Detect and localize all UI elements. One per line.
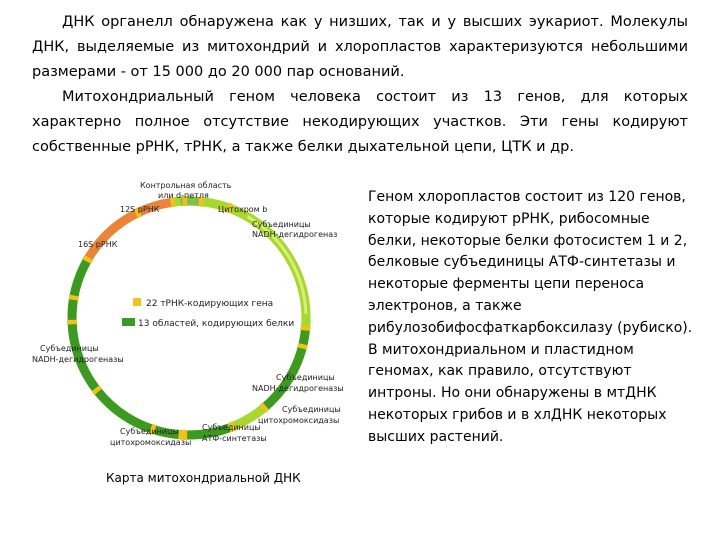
trna-marker-10	[95, 388, 98, 392]
trna-marker-4	[302, 344, 303, 348]
segment-cox-left	[97, 390, 153, 429]
legend-trna-label: 22 тРНК-кодирующих гена	[146, 299, 274, 309]
side-text	[368, 187, 700, 449]
label-nadh-top: Субъединицы	[252, 220, 311, 229]
trna-marker-13	[87, 258, 89, 262]
label-nadh-left: Субъединицы	[40, 344, 99, 353]
label-nadh-right: Субъединицы	[276, 373, 335, 382]
trna-marker-12	[73, 295, 74, 299]
legend-protein-swatch	[122, 318, 135, 326]
trna-marker-15	[170, 202, 174, 203]
side-paragraph-2: В митохондриальном и пластидном геномах, как правило, отсутствуют интроны. Но они обнаружены в мтДНК некоторых грибов и в хлДНК некоторых высших растений.	[368, 341, 667, 445]
label-cytochrome-b: Цитохром b	[218, 205, 268, 214]
segment-nadh-right-1	[264, 328, 305, 407]
diagram-caption: Карта митохондриальной ДНК	[106, 471, 301, 485]
legend-trna-swatch	[133, 298, 141, 306]
label-control-region: Контрольная область	[140, 181, 232, 190]
label-nadh-top-2: NADH-дегидрогеназ	[252, 230, 338, 239]
label-atp-2: АТФ-синтетазы	[202, 434, 267, 443]
segment-16s-rrna	[88, 213, 138, 260]
label-cox-left: Субъединицы	[120, 427, 179, 436]
label-12s-rrna: 12S рРНК	[120, 205, 160, 214]
legend-protein-label: 13 областей, кодирующих белки	[138, 319, 295, 329]
label-cox-right-2: цитохромоксидазы	[258, 416, 340, 425]
label-atp: Субъединицы	[202, 423, 261, 432]
label-cox-left-2: цитохромоксидазы	[110, 438, 192, 447]
label-16s-rrna: 16S рРНК	[78, 240, 118, 249]
segment-nadh-left-2	[72, 260, 88, 323]
label-nadh-left-2: NADH-дегидрогеназы	[32, 355, 124, 364]
label-control-region-2: или d-петля	[158, 191, 209, 200]
trna-marker-5	[262, 406, 265, 409]
intro-paragraph-2: Митохондриальный геном человека состоит из 13 генов, для которых характерно полное отсутствие некодирующих участков. Эти гены кодируют собственные рРНК, тРНК, а также белки дыхательной цепи, ЦТК и др.	[32, 89, 688, 155]
label-cox-right: Субъединицы	[282, 405, 341, 414]
intro-paragraph-1: ДНК органелл обнаружена как у низших, так и у высших эукариот. Молекулы ДНК, выделяемые из митохондрий и хлоропластов характеризуются небольшими размерами - от 15 000 до 20 000 пар оснований.	[32, 14, 688, 80]
side-paragraph-1: Геном хлоропластов состоит из 120 генов, которые кодируют рРНК, рибосомные белки, некоторые белки фотосистем 1 и 2, белковые субъединицы АТФ-синтетазы и некоторые ферменты цепи переноса электронов, а также рибулозобифосфаткарбоксилазу (рубиско).	[368, 189, 693, 336]
label-nadh-right-2: NADH-дегидрогеназы	[252, 384, 344, 393]
